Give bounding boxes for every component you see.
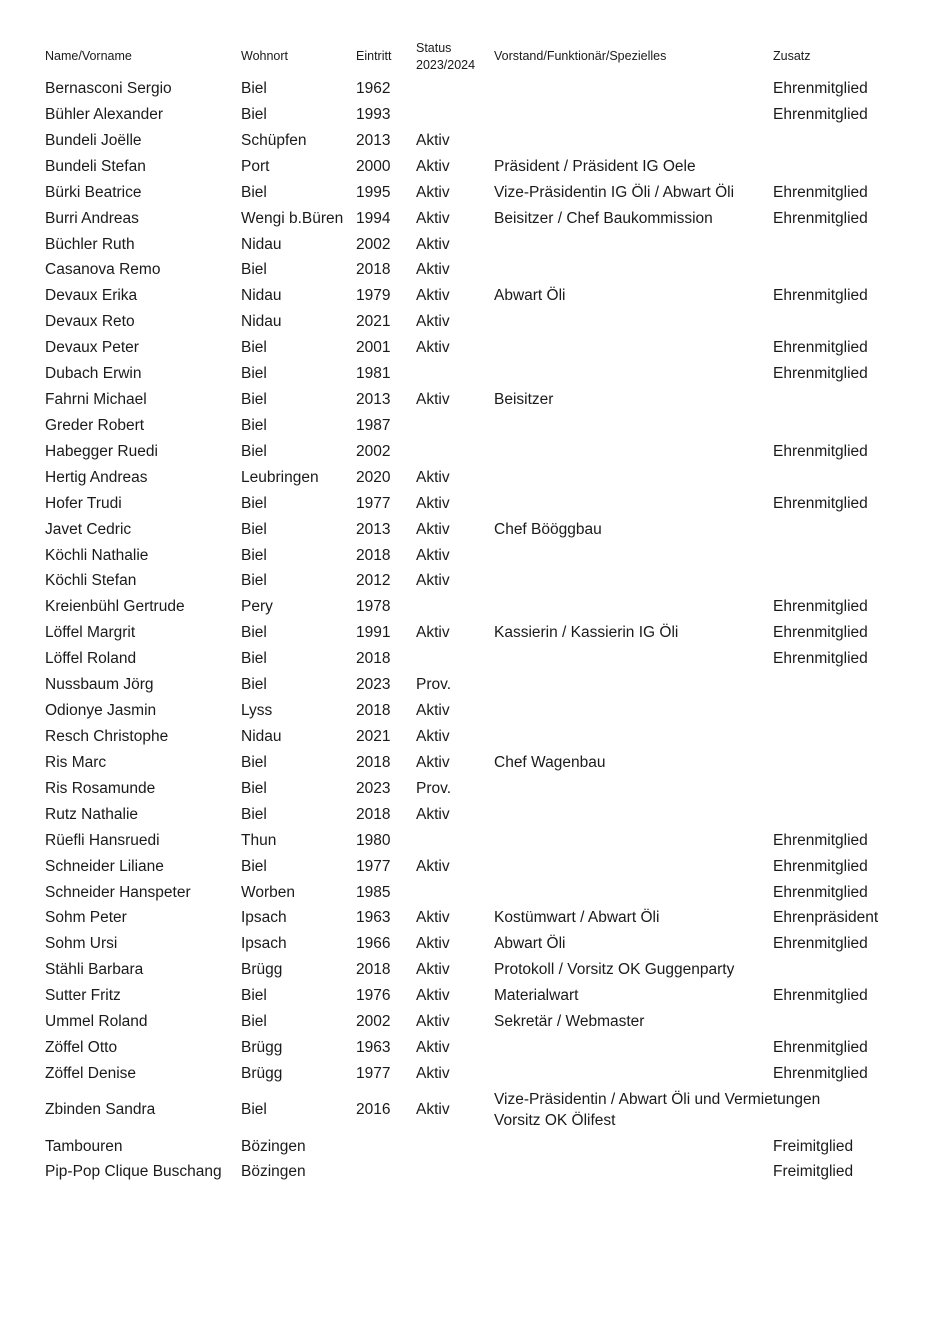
member-eintritt: 1963: [356, 1039, 391, 1056]
table-row: [0, 701, 938, 721]
member-funktion: Materialwart: [494, 987, 579, 1004]
table-row: [0, 416, 938, 436]
member-status: Aktiv: [416, 469, 450, 486]
member-status: Aktiv: [416, 858, 450, 875]
member-zusatz: Ehrenmitglied: [773, 210, 868, 227]
member-zusatz: Ehrenmitglied: [773, 1065, 868, 1082]
member-name: Köchli Nathalie: [45, 547, 149, 564]
member-eintritt: 2021: [356, 313, 391, 330]
table-row: [0, 779, 938, 799]
member-eintritt: 2012: [356, 572, 391, 589]
member-status: Aktiv: [416, 728, 450, 745]
member-wohnort: Biel: [241, 624, 267, 641]
member-status: Aktiv: [416, 624, 450, 641]
member-funktion: Vize-Präsidentin IG Öli / Abwart Öli: [494, 184, 735, 201]
member-eintritt: 1966: [356, 935, 391, 952]
member-eintritt: 2023: [356, 780, 391, 797]
member-wohnort: Brügg: [241, 1065, 283, 1082]
member-eintritt: 1977: [356, 1065, 391, 1082]
member-zusatz: Ehrenmitglied: [773, 106, 868, 123]
member-wohnort: Bözingen: [241, 1138, 306, 1155]
member-wohnort: Biel: [241, 339, 267, 356]
member-wohnort: Biel: [241, 261, 267, 278]
member-funktion: Kostümwart / Abwart Öli: [494, 909, 660, 926]
member-name: Sohm Ursi: [45, 935, 118, 952]
member-status: Prov.: [416, 676, 452, 693]
member-name: Burri Andreas: [45, 210, 139, 227]
member-wohnort: Ipsach: [241, 935, 287, 952]
member-wohnort: Pery: [241, 598, 273, 615]
member-wohnort: Ipsach: [241, 909, 287, 926]
member-name: Sohm Peter: [45, 909, 127, 926]
member-name: Resch Christophe: [45, 728, 169, 745]
table-row: [0, 235, 938, 255]
member-status: Prov.: [416, 780, 452, 797]
member-eintritt: 1962: [356, 80, 391, 97]
member-eintritt: 2002: [356, 443, 391, 460]
member-status: Aktiv: [416, 521, 450, 538]
member-funktion: Chef Bööggbau: [494, 521, 602, 538]
member-wohnort: Port: [241, 158, 270, 175]
table-row: [0, 675, 938, 695]
member-eintritt: 1987: [356, 417, 391, 434]
member-name: Rüefli Hansruedi: [45, 832, 160, 849]
member-name: Ummel Roland: [45, 1013, 148, 1030]
member-status: Aktiv: [416, 495, 450, 512]
member-eintritt: 1985: [356, 884, 391, 901]
member-status: Aktiv: [416, 210, 450, 227]
header-status-line1: Status: [416, 41, 452, 55]
member-funktion: Beisitzer: [494, 391, 554, 408]
table-row: [0, 105, 938, 125]
member-wohnort: Nidau: [241, 728, 282, 745]
header-name: Name/Vorname: [45, 49, 132, 63]
member-status: Aktiv: [416, 1101, 450, 1118]
member-name: Zöffel Denise: [45, 1065, 137, 1082]
member-funktion: Sekretär / Webmaster: [494, 1013, 645, 1030]
member-funktion: Abwart Öli: [494, 935, 566, 952]
member-eintritt: 1978: [356, 598, 391, 615]
member-name: Bürki Beatrice: [45, 184, 142, 201]
member-eintritt: 2018: [356, 702, 391, 719]
table-row: [0, 520, 938, 540]
table-row: [0, 390, 938, 410]
table-row: [0, 831, 938, 851]
member-eintritt: 2020: [356, 469, 391, 486]
member-wohnort: Bözingen: [241, 1163, 306, 1180]
table-row: [0, 286, 938, 306]
table-row: [0, 494, 938, 514]
member-eintritt: 2021: [356, 728, 391, 745]
member-funktion: Vize-Präsidentin / Abwart Öli und Vermietungen: [494, 1091, 821, 1108]
member-wohnort: Biel: [241, 572, 267, 589]
table-row: [0, 934, 938, 954]
member-wohnort: Biel: [241, 1013, 267, 1030]
table-row: [0, 623, 938, 643]
member-name: Javet Cedric: [45, 521, 132, 538]
member-name: Sutter Fritz: [45, 987, 121, 1004]
member-eintritt: 2016: [356, 1101, 391, 1118]
member-eintritt: 1979: [356, 287, 391, 304]
member-zusatz: Ehrenmitglied: [773, 624, 868, 641]
member-zusatz: Ehrenpräsident: [773, 909, 879, 926]
table-row: [0, 183, 938, 203]
member-wohnort: Biel: [241, 106, 267, 123]
member-funktion: Abwart Öli: [494, 287, 566, 304]
member-wohnort: Biel: [241, 80, 267, 97]
member-zusatz: Ehrenmitglied: [773, 443, 868, 460]
table-row: [0, 857, 938, 877]
member-name: Bundeli Joëlle: [45, 132, 142, 149]
member-wohnort: Nidau: [241, 236, 282, 253]
member-status: Aktiv: [416, 313, 450, 330]
table-header: [0, 41, 938, 80]
member-name: Devaux Reto: [45, 313, 135, 330]
member-zusatz: Ehrenmitglied: [773, 495, 868, 512]
member-wohnort: Biel: [241, 676, 267, 693]
member-wohnort: Biel: [241, 417, 267, 434]
member-funktion: Präsident / Präsident IG Oele: [494, 158, 696, 175]
member-eintritt: 2013: [356, 521, 391, 538]
table-row: [0, 546, 938, 566]
table-row: [0, 1090, 938, 1132]
member-zusatz: Ehrenmitglied: [773, 287, 868, 304]
table-row: [0, 209, 938, 229]
member-eintritt: 1977: [356, 858, 391, 875]
member-wohnort: Schüpfen: [241, 132, 307, 149]
member-wohnort: Nidau: [241, 313, 282, 330]
member-eintritt: 2018: [356, 261, 391, 278]
member-wohnort: Biel: [241, 521, 267, 538]
member-wohnort: Biel: [241, 443, 267, 460]
member-funktion: Kassierin / Kassierin IG Öli: [494, 624, 679, 641]
table-row: [0, 597, 938, 617]
member-zusatz: Ehrenmitglied: [773, 80, 868, 97]
member-wohnort: Lyss: [241, 702, 273, 719]
member-status: Aktiv: [416, 1065, 450, 1082]
member-name: Zöffel Otto: [45, 1039, 118, 1056]
table-row: [0, 79, 938, 99]
member-funktion: Beisitzer / Chef Baukommission: [494, 210, 713, 227]
member-wohnort: Brügg: [241, 1039, 283, 1056]
member-name: Zbinden Sandra: [45, 1101, 156, 1118]
member-status: Aktiv: [416, 961, 450, 978]
table-row: [0, 157, 938, 177]
member-status: Aktiv: [416, 909, 450, 926]
member-wohnort: Biel: [241, 780, 267, 797]
member-name: Habegger Ruedi: [45, 443, 158, 460]
member-wohnort: Wengi b.Büren: [241, 210, 344, 227]
member-wohnort: Biel: [241, 858, 267, 875]
member-name: Dubach Erwin: [45, 365, 142, 382]
member-eintritt: 2018: [356, 547, 391, 564]
member-zusatz: Freimitglied: [773, 1138, 854, 1155]
member-name: Fahrni Michael: [45, 391, 147, 408]
member-name: Löffel Margrit: [45, 624, 136, 641]
member-status: Aktiv: [416, 261, 450, 278]
member-eintritt: 1977: [356, 495, 391, 512]
member-status: Aktiv: [416, 547, 450, 564]
member-status: Aktiv: [416, 236, 450, 253]
member-name: Büchler Ruth: [45, 236, 135, 253]
member-name: Odionye Jasmin: [45, 702, 157, 719]
member-eintritt: 1980: [356, 832, 391, 849]
member-status: Aktiv: [416, 806, 450, 823]
member-eintritt: 1963: [356, 909, 391, 926]
member-zusatz: Ehrenmitglied: [773, 184, 868, 201]
member-name: Tambouren: [45, 1138, 123, 1155]
table-row: [0, 1064, 938, 1084]
member-zusatz: Ehrenmitglied: [773, 1039, 868, 1056]
member-eintritt: 2018: [356, 806, 391, 823]
member-wohnort: Brügg: [241, 961, 283, 978]
member-status: Aktiv: [416, 987, 450, 1004]
header-eintritt: Eintritt: [356, 49, 392, 63]
table-row: [0, 442, 938, 462]
table-row: [0, 1038, 938, 1058]
header-zusatz: Zusatz: [773, 49, 811, 63]
member-eintritt: 2023: [356, 676, 391, 693]
member-funktion: Chef Wagenbau: [494, 754, 606, 771]
member-status: Aktiv: [416, 1039, 450, 1056]
member-wohnort: Biel: [241, 1101, 267, 1118]
table-row: [0, 131, 938, 151]
member-name: Hertig Andreas: [45, 469, 148, 486]
member-status: Aktiv: [416, 184, 450, 201]
member-name: Schneider Hanspeter: [45, 884, 191, 901]
table-row: [0, 883, 938, 903]
table-row: [0, 1162, 938, 1182]
member-status: Aktiv: [416, 339, 450, 356]
member-wohnort: Biel: [241, 547, 267, 564]
member-name: Rutz Nathalie: [45, 806, 139, 823]
member-wohnort: Biel: [241, 495, 267, 512]
member-zusatz: Ehrenmitglied: [773, 884, 868, 901]
member-name: Köchli Stefan: [45, 572, 137, 589]
table-row: [0, 260, 938, 280]
member-zusatz: Ehrenmitglied: [773, 858, 868, 875]
member-wohnort: Leubringen: [241, 469, 319, 486]
table-row: [0, 805, 938, 825]
table-row: [0, 1012, 938, 1032]
member-eintritt: 2018: [356, 650, 391, 667]
member-eintritt: 1981: [356, 365, 391, 382]
member-name: Löffel Roland: [45, 650, 137, 667]
member-zusatz: Ehrenmitglied: [773, 650, 868, 667]
member-eintritt: 2013: [356, 132, 391, 149]
table-row: [0, 338, 938, 358]
member-status: Aktiv: [416, 935, 450, 952]
member-status: Aktiv: [416, 572, 450, 589]
table-row: [0, 908, 938, 928]
table-row: [0, 727, 938, 747]
member-name: Stähli Barbara: [45, 961, 144, 978]
table-row: [0, 468, 938, 488]
member-wohnort: Worben: [241, 884, 295, 901]
member-wohnort: Biel: [241, 650, 267, 667]
member-eintritt: 2002: [356, 1013, 391, 1030]
member-eintritt: 2002: [356, 236, 391, 253]
member-funktion-line2: Vorsitz OK Ölifest: [494, 1112, 616, 1129]
table-row: [0, 960, 938, 980]
member-wohnort: Thun: [241, 832, 277, 849]
member-eintritt: 2000: [356, 158, 391, 175]
member-zusatz: Ehrenmitglied: [773, 339, 868, 356]
member-wohnort: Biel: [241, 754, 267, 771]
member-zusatz: Ehrenmitglied: [773, 987, 868, 1004]
member-funktion: Protokoll / Vorsitz OK Guggenparty: [494, 961, 735, 978]
member-wohnort: Biel: [241, 391, 267, 408]
member-zusatz: Ehrenmitglied: [773, 598, 868, 615]
member-name: Pip-Pop Clique Buschang: [45, 1163, 222, 1180]
member-wohnort: Biel: [241, 184, 267, 201]
member-wohnort: Nidau: [241, 287, 282, 304]
table-row: [0, 1137, 938, 1157]
member-status: Aktiv: [416, 391, 450, 408]
member-eintritt: 2018: [356, 754, 391, 771]
table-row: [0, 986, 938, 1006]
member-name: Casanova Remo: [45, 261, 161, 278]
member-status: Aktiv: [416, 132, 450, 149]
member-eintritt: 1994: [356, 210, 391, 227]
member-eintritt: 2018: [356, 961, 391, 978]
member-wohnort: Biel: [241, 365, 267, 382]
member-name: Hofer Trudi: [45, 495, 122, 512]
member-eintritt: 1976: [356, 987, 391, 1004]
member-status: Aktiv: [416, 158, 450, 175]
table-row: [0, 571, 938, 591]
member-status: Aktiv: [416, 1013, 450, 1030]
member-status: Aktiv: [416, 287, 450, 304]
table-row: [0, 312, 938, 332]
member-status: Aktiv: [416, 702, 450, 719]
member-name: Kreienbühl Gertrude: [45, 598, 185, 615]
member-name: Devaux Erika: [45, 287, 138, 304]
member-zusatz: Ehrenmitglied: [773, 365, 868, 382]
header-funktion: Vorstand/Funktionär/Spezielles: [494, 49, 667, 63]
member-name: Bühler Alexander: [45, 106, 164, 123]
member-name: Ris Rosamunde: [45, 780, 156, 797]
header-status-line2: 2023/2024: [416, 58, 476, 72]
member-name: Ris Marc: [45, 754, 107, 771]
member-eintritt: 1995: [356, 184, 391, 201]
member-name: Nussbaum Jörg: [45, 676, 154, 693]
member-name: Bernasconi Sergio: [45, 80, 172, 97]
member-eintritt: 2013: [356, 391, 391, 408]
member-name: Schneider Liliane: [45, 858, 164, 875]
member-eintritt: 2001: [356, 339, 391, 356]
member-zusatz: Freimitglied: [773, 1163, 854, 1180]
header-wohnort: Wohnort: [241, 49, 289, 63]
member-wohnort: Biel: [241, 806, 267, 823]
member-name: Bundeli Stefan: [45, 158, 146, 175]
member-name: Devaux Peter: [45, 339, 139, 356]
member-status: Aktiv: [416, 754, 450, 771]
table-row: [0, 364, 938, 384]
table-row: [0, 753, 938, 773]
member-eintritt: 1993: [356, 106, 391, 123]
member-zusatz: Ehrenmitglied: [773, 832, 868, 849]
member-zusatz: Ehrenmitglied: [773, 935, 868, 952]
table-row: [0, 649, 938, 669]
member-wohnort: Biel: [241, 987, 267, 1004]
member-eintritt: 1991: [356, 624, 391, 641]
member-name: Greder Robert: [45, 417, 145, 434]
